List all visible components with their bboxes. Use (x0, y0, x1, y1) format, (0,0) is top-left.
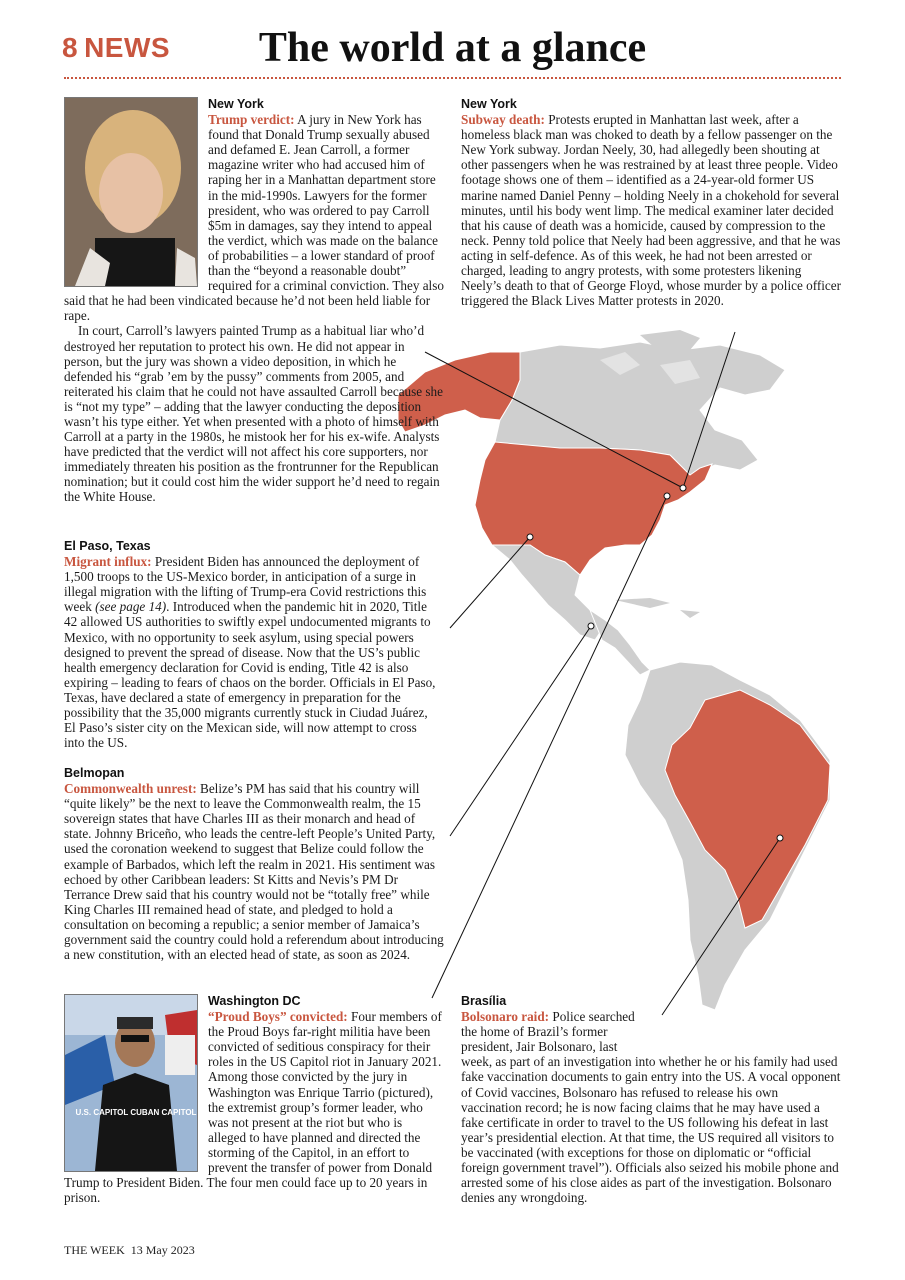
page-number: 8 (62, 32, 79, 63)
story-proud-boys (64, 994, 442, 1205)
location-label: El Paso, Texas (64, 539, 151, 553)
story-lead: Subway death: (461, 112, 545, 128)
story-bolsonaro-raid (461, 994, 841, 1205)
portrait-illustration (65, 995, 197, 1171)
caribbean (615, 598, 700, 618)
story-trump-verdict (64, 97, 446, 505)
page-footer (64, 1243, 195, 1258)
story-text: President Biden has announced the deployment of 1,500 troops to the US-Mexico border, in anticipation of a surge in illegal migration with the lifting of Trump-era Covid restrictions this week (64, 554, 427, 615)
location-label: Belmopan (64, 766, 125, 780)
story-lead: “Proud Boys” convicted: (208, 1009, 348, 1025)
story-text: Belize’s PM has said that his country will “quite likely” be the next to leave the Commonwealth realm, the 15 sovereign states that have Charles III as their monarch and head of state. Johnny Briceño, who leads the centre-left People’s United Party, used the coronation weekend to suggest that Belize could follow the example of Barbados, which left the realm in 2021. His sentiment was echoed by other Caribbean leaders: St Kitts and Nevis’s PM Dr Terrance Drew said that his country would not be “totally free” while King Charles III remained head of state, and pledged to hold a consultation on becoming a republic; a senior member of Jamaica’s government said the country could hold a referendum about introducing a new constitution, with an elected head of state, as soon as 2024. (64, 781, 444, 963)
story-lead: Trump verdict: (208, 112, 295, 128)
publication-name: THE WEEK (64, 1243, 125, 1257)
location-label: New York (208, 97, 264, 111)
photo-enrique-tarrio (64, 994, 198, 1172)
section-name: NEWS (84, 32, 171, 63)
page-reference: (see page 14) (95, 599, 167, 615)
washington-dot (664, 493, 670, 499)
story-commonwealth-unrest (64, 766, 444, 962)
location-label: Brasília (461, 994, 507, 1008)
americas-map (395, 330, 845, 1020)
story-lead: Bolsonaro raid: (461, 1009, 550, 1025)
brasilia-dot (777, 835, 783, 841)
story-migrant-influx (64, 539, 436, 750)
issue-date: 13 May 2023 (130, 1243, 195, 1257)
page-title: The world at a glance (258, 25, 647, 71)
story-text-continued: . Introduced when the pandemic hit in 2020, Title 42 allowed US authorities to swiftly expel undocumented migrants to Mexico, with no opportunity to seek asylum, using special powers designed to prevent the spread of disease. Now that the US’s public health emergency declaration for Covid is ending, Title 42 is also expiring – leading to fears of chaos on the border. Officials in El Paso, Texas, have declared a state of emergency in preparation for the possibility that the 35,000 migrants currently stuck in Ciudad Juárez, El Paso’s sister city on the Mexican side, will now attempt to cross into the US. (64, 599, 436, 751)
story-lead: Migrant influx: (64, 554, 152, 570)
shirt-print: U.S. CAPITOL CUBAN CAPITOL (75, 1108, 197, 1117)
el-paso-dot (527, 534, 533, 540)
central-america (590, 610, 650, 675)
location-label: New York (461, 97, 517, 111)
story-subway-death (461, 97, 841, 308)
story-text: Protests erupted in Manhattan last week, after a homeless black man was choked to death by a fellow passenger on the New York subway. Jordan Neely, 30, had allegedly been shouting at other passengers when he was restrained by at least three people. Video footage shows one of them – identified as a 24-year-old former US marine named Daniel Penny – holding Neely in a chokehold for several minutes, until his body went limp. The medical examiner later decided that his cause of death was a homicide, caused by compression to the neck. Penny told police that Neely had been aggressive, and that he was acting in self-defence. As of this week, he had not been arrested or charged, leading to angry protests, with some protesters likening Neely’s death to that of George Floyd, whose murder by a police officer triggered the Black Lives Matter protests in 2020. (461, 112, 842, 309)
story-text: A jury in New York has found that Donald Trump sexually abused and defamed E. Jean Carroll, a former magazine writer who had accused him of raping her in a Manhattan department store in the mid-1990s. Lawyers for the former president, who was ordered to pay Carroll $5m in damages, say they intend to appeal the verdict, which was made on the balance of probabilities – a lower standard of proof than the “beyond a reasonable doubt” required for a criminal conviction. They also said that he had been vindicated because he’d not been held liable for rape. (64, 112, 444, 324)
text-wrap-spacer (641, 994, 841, 1040)
story-text: Four members of the Proud Boys far-right militia have been convicted of seditious conspiracy for their roles in the US Capitol riot in January 2021. Among those convicted by the jury in Washington was Enrique Tarrio (pictured), the extremist group’s former leader, who was not present at the riot but who is alleged to have planned and directed the storming of the Capitol, in an effort to prevent the transfer of power from Donald Trump to President Biden. The four men could face up to 20 years in prison. (64, 1009, 442, 1206)
story-text: Police searched the home of Brazil’s former president, Jair Bolsonaro, last week, as part of an investigation into whether he or his family had used fake vaccination documents to gain entry into the US. A vocal opponent of Covid vaccines, Bolsonaro has refused to release his own vaccination record; he is now facing claims that he may have used a fake certificate in order to travel to the US following his defeat in last year’s presidential election. At that time, the US required all visitors to be vaccinated (with exceptions for those on diplomatic or “official foreign government travel”). Officials also seized his mobile phone and arrested some of his close aides as part of the investigation. Bolsonaro denies any wrongdoing. (461, 1009, 841, 1206)
belmopan-dot (588, 623, 594, 629)
portrait-illustration (65, 98, 197, 286)
location-label: Washington DC (208, 994, 301, 1008)
story-lead: Commonwealth unrest: (64, 781, 197, 797)
header-divider (64, 77, 841, 79)
story-text-continued: In court, Carroll’s lawyers painted Trump as a habitual liar who’d destroyed her reputation to protect his own. He did not appear in person, but the jury was shown a video deposition, in which he defended his “grab ’em by the pussy” comments from 2005, and reiterated his claim that he could not have assaulted Carroll because she is “not my type” – adding that the lawyer conducting the deposition wasn’t his type either. Yet when presented with a photo of himself with Carroll at a party in the 1980s, he mistook her for his ex-wife. Analysts have predicted that the verdict will not affect his core supporters, nor immediately threaten his position as the frontrunner for the Republican nomination; but it could cost him the wider support he’d need to regain the White House. (64, 323, 443, 505)
new-york-dot (680, 485, 686, 491)
photo-e-jean-carroll (64, 97, 198, 287)
